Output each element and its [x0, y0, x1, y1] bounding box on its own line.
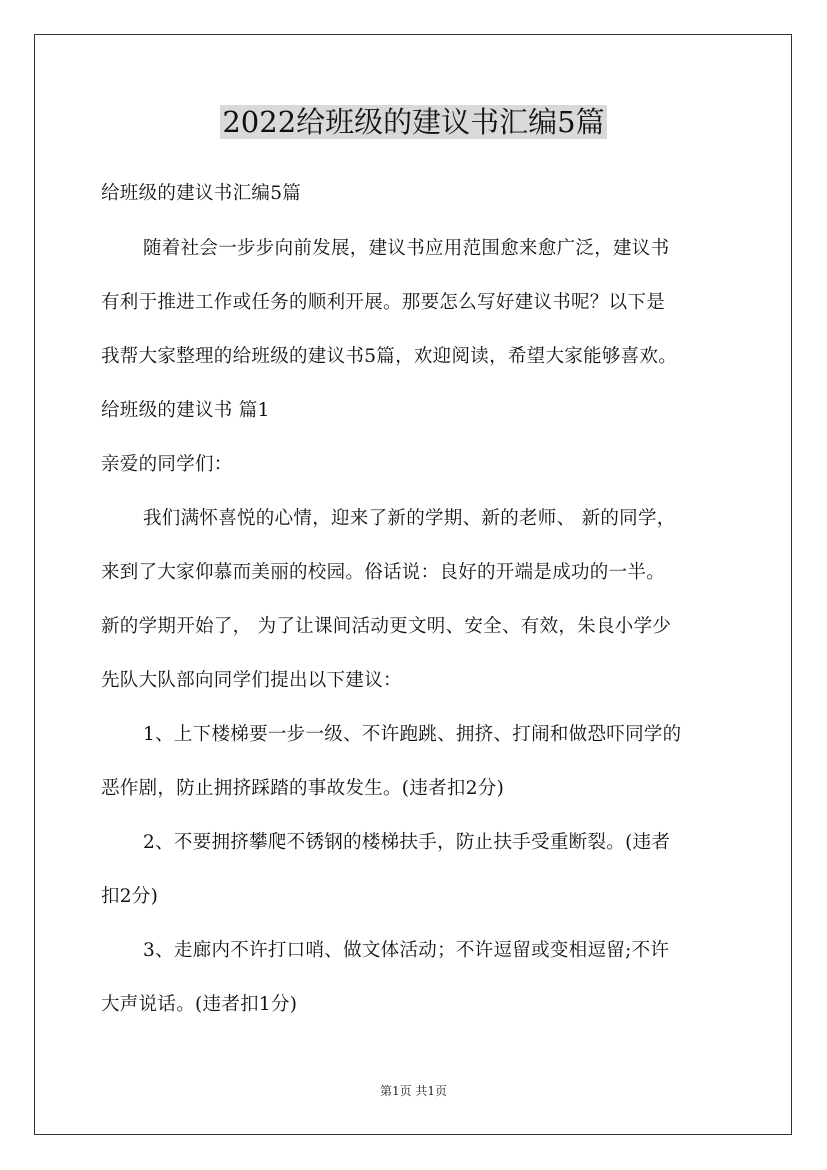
- subtitle-line: 给班级的建议书汇编5篇: [101, 183, 302, 204]
- rule-1-line-1: 1、上下楼梯要一步一级、不许跑跳、拥挤、打闹和做恐吓同学的: [143, 724, 682, 745]
- body-line-4: 先队大队部向同学们提出以下建议：: [101, 670, 402, 691]
- rule-2-line-1: 2、不要拥挤攀爬不锈钢的楼梯扶手，防止扶手受重断裂。(违者: [143, 832, 671, 853]
- rule-3-line-2: 大声说话。(违者扣1分): [101, 994, 298, 1015]
- body-line-3: 新的学期开始了， 为了让课间活动更文明、安全、有效，朱良小学少: [101, 616, 672, 637]
- rule-1-line-2: 恶作剧，防止拥挤踩踏的事故发生。(违者扣2分): [101, 778, 505, 799]
- salutation: 亲爱的同学们：: [101, 454, 233, 475]
- document-title: [0, 102, 827, 142]
- intro-line-2: 有利于推进工作或任务的顺利开展。那要怎么写好建议书呢？以下是: [101, 292, 666, 313]
- rule-3-line-1: 3、走廊内不许打口哨、做文体活动；不许逗留或变相逗留;不许: [143, 940, 670, 961]
- intro-line-1: 随着社会一步步向前发展，建议书应用范围愈来愈广泛，建议书: [143, 238, 670, 259]
- intro-line-3: 我帮大家整理的给班级的建议书5篇，欢迎阅读，希望大家能够喜欢。: [101, 346, 678, 367]
- page-footer: 第1页 共1页: [379, 1084, 448, 1098]
- body-line-2: 来到了大家仰慕而美丽的校园。俗话说：良好的开端是成功的一半。: [101, 562, 666, 583]
- section-heading: 给班级的建议书 篇1: [101, 400, 270, 421]
- rule-2-line-2: 扣2分): [101, 886, 159, 907]
- document-title-text: 2022给班级的建议书汇编5篇: [222, 105, 605, 139]
- body-line-1: 我们满怀喜悦的心情，迎来了新的学期、新的老师、 新的同学，: [143, 508, 676, 529]
